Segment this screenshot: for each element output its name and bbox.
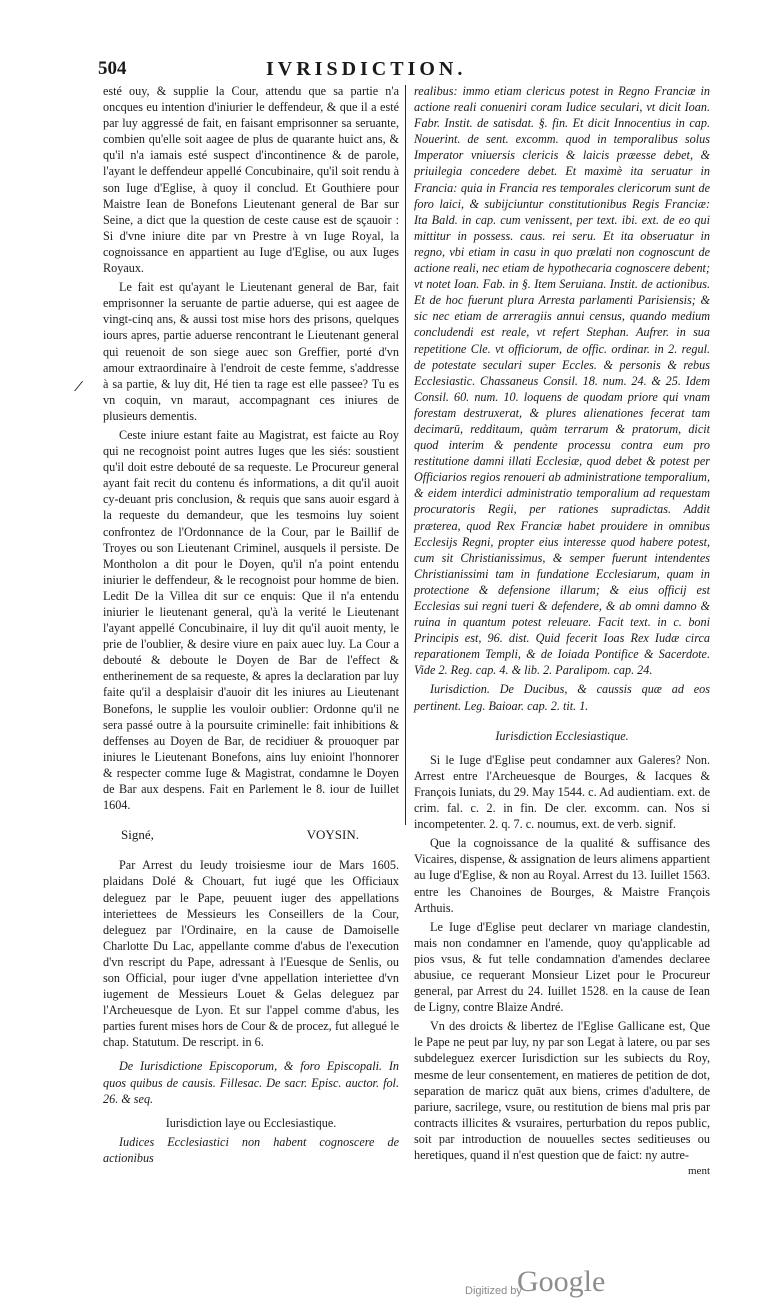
right-paragraph: Que la cognoissance de la qualité & suffisance des Vicaires, dispense, & assignation de leurs alimens appartient au Iuge d'Eglise, & non au Royal. Arrest du 13. Iuillet 1563. entre les Chanoines de Bourges, & Maistre François Arthuis. bbox=[414, 836, 710, 915]
google-logo: Google bbox=[517, 1265, 606, 1298]
left-note: De Iurisdictione Episcoporum, & foro Episcopali. In quos quibus de causis. Fillesac. De sacr. Episc. auctor. fol. 26. & seq. bbox=[103, 1059, 399, 1106]
latin-paragraph: realibus: immo etiam clericus potest in Regno Franciæ in actione reali conueniri coram Iudice seculari, vt dicit Ioan. Fabr. Instit. de satisdat. §. fin. Et dicit Innocentius in cap. Nouerint. de sent. excomm. quod in temporalibus solus Imperator vniuersis clericis & laicis præesse debet, & priuilegia concedere debet. Et maximè ita seruatur in Francia: quia in Francia res temporales clericorum sunt de foro laici, & subijciuntur constitutionibus Regis Franciæ: Ita Bald. in cap. cum venissent, per text. ibi. ext. de eo qui mittitur in possess. caus. rei seru. Et ita obseruatur in regno, vbi etiam in casu in quo prælati non cognoscunt de actione reali, nec etiam de hypothecaria cognoscere debent; vt notet Ioan. Fab. in §. Item Seruiana. Instit. de actionibus. Et de hoc fuerunt plura Arresta parlamenti Parisiensis; & sic nec etiam de arreragiis annui census, quando medium concludendi est reale, vt refert Stephan. Aufrer. in sua repetitione Cle. vt officiorum, de offic. ordinar. in 2. regul. de potestate seculari super Eccles. & personis & rebus Ecclesiastic. Chassaneus Consil. 18. num. 24. & 25. Idem Consil. 60. num. 10. loquens de quodam priore qui vnam forestam destruxerat, & plures alienationes fecerat tam decimarū, redditaum, quàm terrarum & pratorum, dicit quod interim & pendente processu contra eum pro restitutione damni illati Ecclesiæ, quod debet & potest per Officiarios regios renoueri ab administratione temporalium, & eidem interdici administratio temporalium ad requestam procuratoris Regii, per rationes supradictas. Addit præterea, quod Rex Franciæ habet prouidere in omnibus Ecclesijs Regni, propter eius interesse quod habere potest, cum sit Christianissimus, & semper fuerunt intendentes Christianissimi tam in fundatione Ecclesiarum, quam in protectione & defensione illarum; & eius officij est Ecclesias sui regni tueri & defendere, & ab omni damno & ruina in quantum potest releuare. Facit text. in c. boni Principis est, 96. dist. Quid fecerit Ioas Rex Iudæ circa reparationem Templi, & de Ioiada Pontifice & Sacerdote. Vide 2. Reg. cap. 4. & lib. 2. Paralipom. cap. 24. bbox=[414, 84, 710, 678]
right-paragraph: Le Iuge d'Eglise peut declarer vn mariage clandestin, mais non condamner en l'amende, quoy qu'applicable ad pios vsus, & fut telle condamnation d'amendes declaree abusiue, ce requerant Monsieur Lizet pour le Procureur general, par Arrest du 24. Iuillet 1528. en la cause de Iean de Ligny, contre Blaize André. bbox=[414, 919, 710, 1015]
signer-name: VOYSIN. bbox=[306, 827, 359, 843]
right-paragraph: Si le Iuge d'Eglise peut condamner aux Galeres? Non. Arrest entre l'Archeuesque de Bourges, & Iacques & François Iuniats, du 29. May 1544. c. Ad audientiam. ext. de crim. fal. c. 2. in fin. De cler. excomm. can. Nos si incompetenter. 2. q. 7. c. noumus, ext. de verb. signif. bbox=[414, 752, 710, 832]
page-header bbox=[98, 58, 698, 82]
right-paragraph: Vn des droicts & libertez de l'Eglise Gallicane est, Que le Pape ne peut par luy, ny par son Legat à latere, ou par ses subdeleguez exercer Iurisdiction sur les subiects du Roy, mesme de leur consentement, en matieres de petition de dot, separation de maricz quāt aux biens, crimes d'adultere, de pariure, sacrilege, vsure, ou restitution de biens mal pris par contracts illicites & vsuraires, perturbation du repos public, soit par introduction de nouuelles sectes seditieuses ou heretiques, quand il n'est question que de faict: ny autre- bbox=[414, 1019, 710, 1162]
running-title: IVRISDICTION. bbox=[266, 58, 467, 80]
section-heading: Iurisdiction laye ou Ecclesiastique. bbox=[165, 1115, 337, 1130]
watermark-digitized-text: Digitized by bbox=[465, 1285, 522, 1297]
right-column bbox=[414, 83, 710, 1179]
column-rule bbox=[405, 85, 406, 825]
left-paragraph: Ceste iniure estant faite au Magistrat, est faicte au Roy qui ne recognoist point autres Iuges que les siés: soustient qu'il doit estre debouté de sa requeste. Le Procureur general ayant fait recit du contenu és informations, a dit qu'il auoit cy-deuant pris conclusion, & requis que sans auoir esgard à la requeste du demandeur, que les tesmoins luy soient confrontez de l'Ordonnance de la Cour, par le Baillif de Troyes ou son Lieutenant Criminel, ausquels il persiste. De Montholon a dit pour le Doyen, qu'il n'a point entendu iniurier le deffendeur, & le recognoist pour homme de bien. Ledit De la Villea dit sur ce enquis: Que il n'a entendu iniurier le lieutenant general, qu'à la verité le Lieutenant l'ayant appellé Concubinaire, il luy dit qu'il auoit menty, le prie de l'oublier, & desire viure en paix auec luy. La Cour a debouté & deboute le Doyen de Bar de l'effect & entherinement de sa requeste, & apres la declaration par luy faite qu'il a desplaisir d'auoir dit les iniures au Lieutenant Bonefons, le supplie les vouloir oublier: Ordonne qu'il ne sera passé outre à la poursuite criminelle: fait inhibitions & deffenses au Doyen de Bar, de recidiuer & prouoquer par iniures le Lieutenant Bonefons, ains luy enioint l'honnorer & respecter comme Iuge & Magistrat, condamne le Doyen de Bar aux despens. Fait en Parlement le 8. iour de Iuillet 1604. bbox=[103, 427, 399, 813]
left-column bbox=[103, 83, 399, 1166]
signed-label: Signé, bbox=[121, 827, 154, 843]
page-number: 504 bbox=[98, 58, 127, 79]
left-paragraph: Iudices Ecclesiastici non habent cognoscere de actionibus bbox=[103, 1134, 399, 1165]
section-heading: Iurisdiction Ecclesiastique. bbox=[495, 728, 629, 743]
google-watermark bbox=[465, 1265, 645, 1305]
left-paragraph: Le fait est qu'ayant le Lieutenant general de Bar, fait emprisonner la seruante de partie aduerse, qui est aagee de vingt-cinq ans, & aussi tost mise hors des prisons, quelques iours apres, partie aduerse rencontrant le Lieutenant general qui reuenoit de son siege auec son Greffier, porté d'vn amour extraordinaire à l'endroit de ceste femme, s'addresse à sa partie, & luy dit, Hé tien ta rage est elle passee? Tu es vn coquin, vn maraut, accompagnant ces iniures de plusieurs dementis. bbox=[103, 280, 399, 423]
left-paragraph: Par Arrest du Ieudy troisiesme iour de Mars 1605. plaidans Dolé & Chouart, fut iugé que les Officiaux deleguez par le Pape, peuuent iuger des appellations interiettees de Messieurs les Conseillers de la Cour, deleguez par l'Ordinaire, en la cause de Damoiselle Charlotte Du Lac, appellante comme d'abus de l'execution d'vn rescript du Pape, adressant à l'Euesque de Senlis, ou son Official, pour iuger d'vne appellation interiettee d'vn iugement de Messieurs Louet & Gelas deleguez par l'Archeuesque de Lyon. Et sur l'appel comme d'abus, les parties furent mises hors de Cour & de procez, fut allegué le chap. Statutum. De rescript. in 6. bbox=[103, 858, 399, 1050]
margin-mark: / bbox=[72, 375, 85, 397]
reference-note: Iurisdiction. De Ducibus, & caussis quæ ad eos pertinent. Leg. Baioar. cap. 2. tit. 1. bbox=[414, 682, 710, 713]
signature-line bbox=[103, 827, 399, 843]
catchword: ment bbox=[688, 1165, 710, 1178]
left-paragraph: esté ouy, & supplie la Cour, attendu que sa partie n'a oncques eu intention d'iniurier le deffendeur, & que il a esté par luy aggressé de fait, en faisant emprisonner sa seruante, combien qu'elle soit aagee de plus de quarante huict ans, & qu'il n'a iamais esté suspect d'incontinence & de parole, l'ayant le deffendeur appellé Concubinaire, qu'il soit rendu à son Iuge d'Eglise, à quoy il conclud. Et Gouthiere pour Maistre Iean de Bonefons Lieutenant general de Bar sur Seine, a dict que la question de ceste cause est de sçauoir : Si d'vne iniure dite par vn Prestre à vn Iuge Royal, la cognoissance en appartient au Iuge d'Eglise, ou aux Iuges Royaux. bbox=[103, 84, 399, 276]
